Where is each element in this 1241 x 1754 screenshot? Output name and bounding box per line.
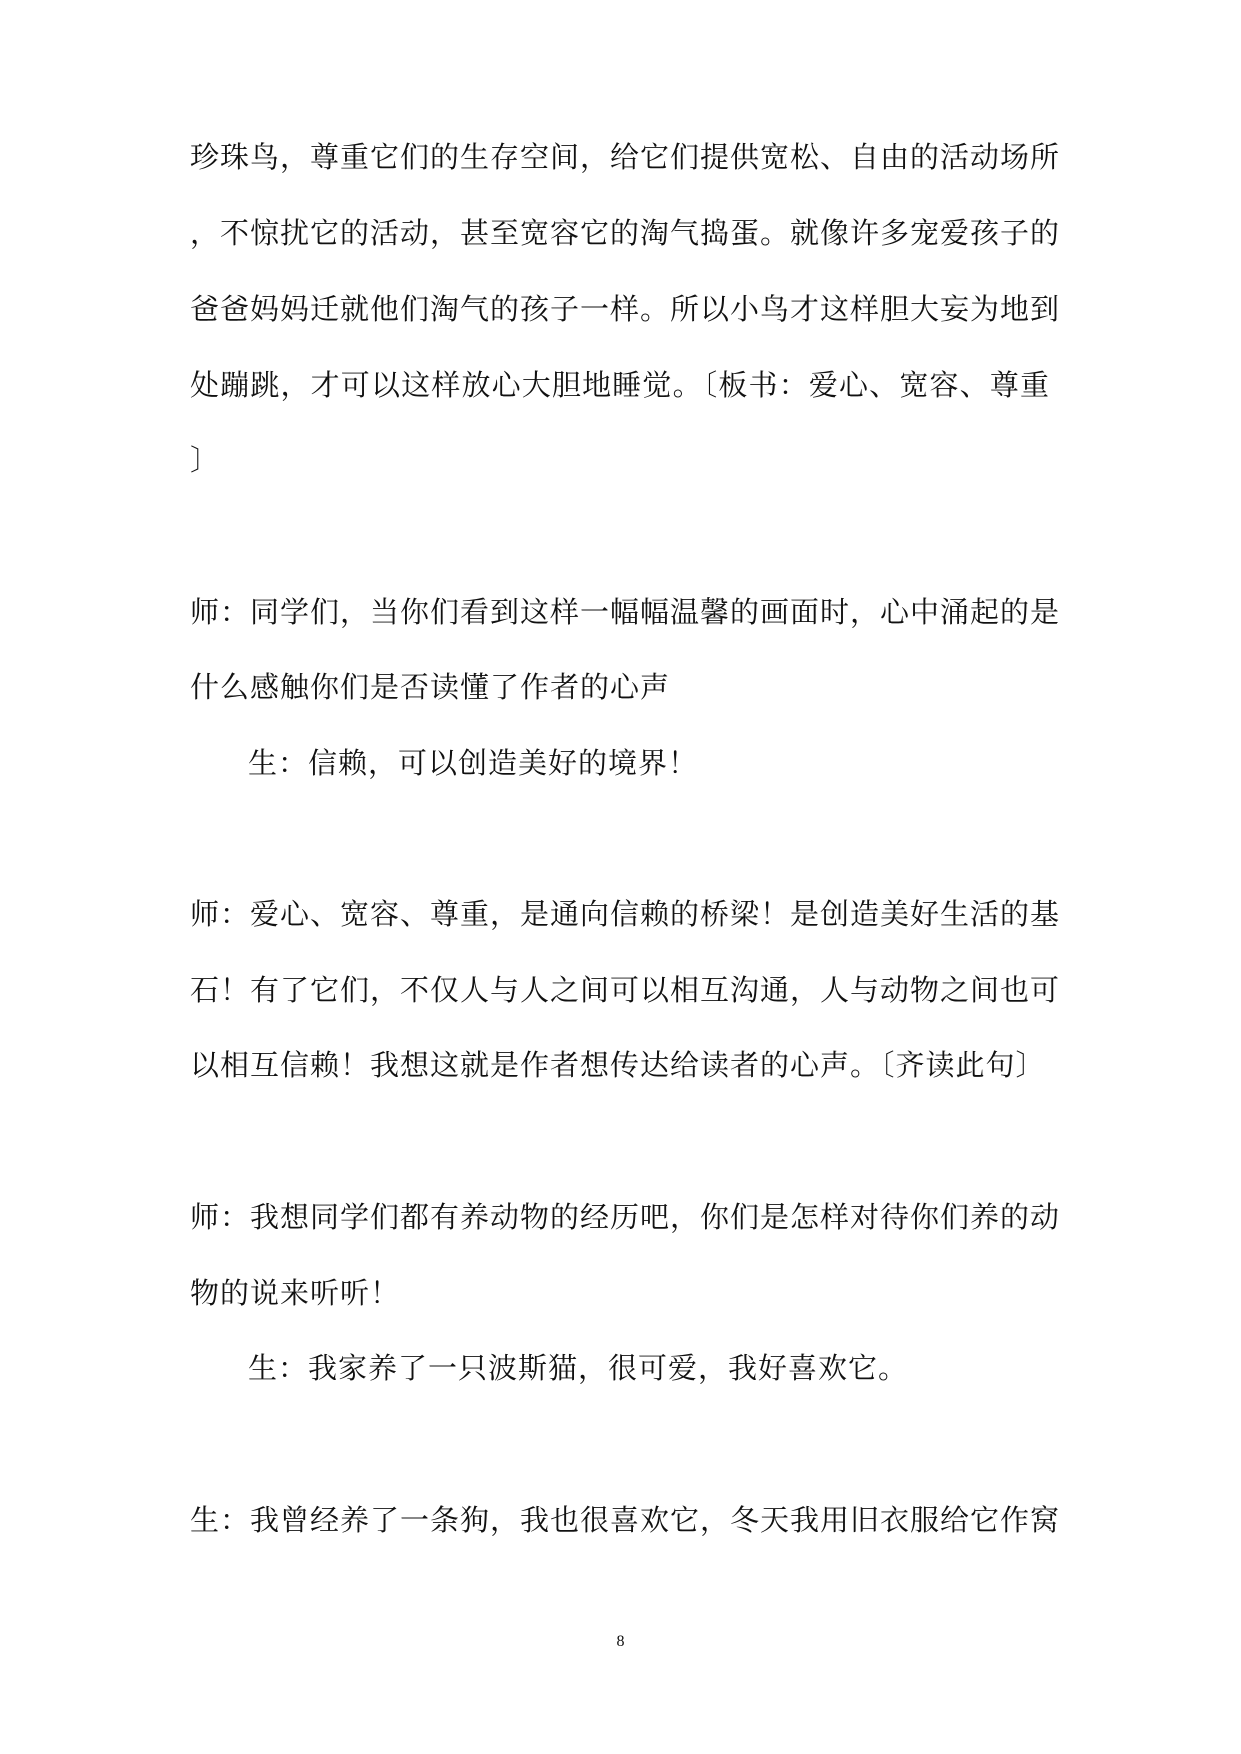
student-line: 生：信赖，可以创造美好的境界！ (248, 746, 699, 780)
text-line: 什么感触你们是否读懂了作者的心声 (190, 670, 671, 704)
text-line: 爸爸妈妈迁就他们淘气的孩子一样。所以小鸟才这样胆大妄为地到 (190, 292, 1061, 326)
student-line: 生：我曾经养了一条狗，我也很喜欢它，冬天我用旧衣服给它作窝 (190, 1503, 1061, 1537)
teacher-line: 师：我想同学们都有养动物的经历吧，你们是怎样对待你们养的动 (190, 1200, 1061, 1234)
text-line: ，不惊扰它的活动，甚至宽容它的淘气捣蛋。就像许多宠爱孩子的 (190, 216, 1061, 250)
text-line: 〕 (190, 443, 221, 477)
text-line: 处蹦跳，才可以这样放心大胆地睡觉。〔板书：爱心、宽容、尊重 (190, 368, 1050, 402)
text-line: 石！有了它们，不仅人与人之间可以相互沟通，人与动物之间也可 (190, 973, 1061, 1007)
student-line: 生：我家养了一只波斯猫，很可爱，我好喜欢它。 (248, 1351, 909, 1385)
teacher-line: 师：爱心、宽容、尊重，是通向信赖的桥梁！是创造美好生活的基 (190, 897, 1061, 931)
text-line: 物的说来听听！ (190, 1276, 401, 1310)
text-line: 珍珠鸟，尊重它们的生存空间，给它们提供宽松、自由的活动场所 (190, 140, 1061, 174)
teacher-line: 师：同学们，当你们看到这样一幅幅温馨的画面时，心中涌起的是 (190, 595, 1061, 629)
text-line: 以相互信赖！我想这就是作者想传达给读者的心声。〔齐读此句〕 (190, 1048, 1046, 1082)
page-number: 8 (616, 1633, 625, 1650)
